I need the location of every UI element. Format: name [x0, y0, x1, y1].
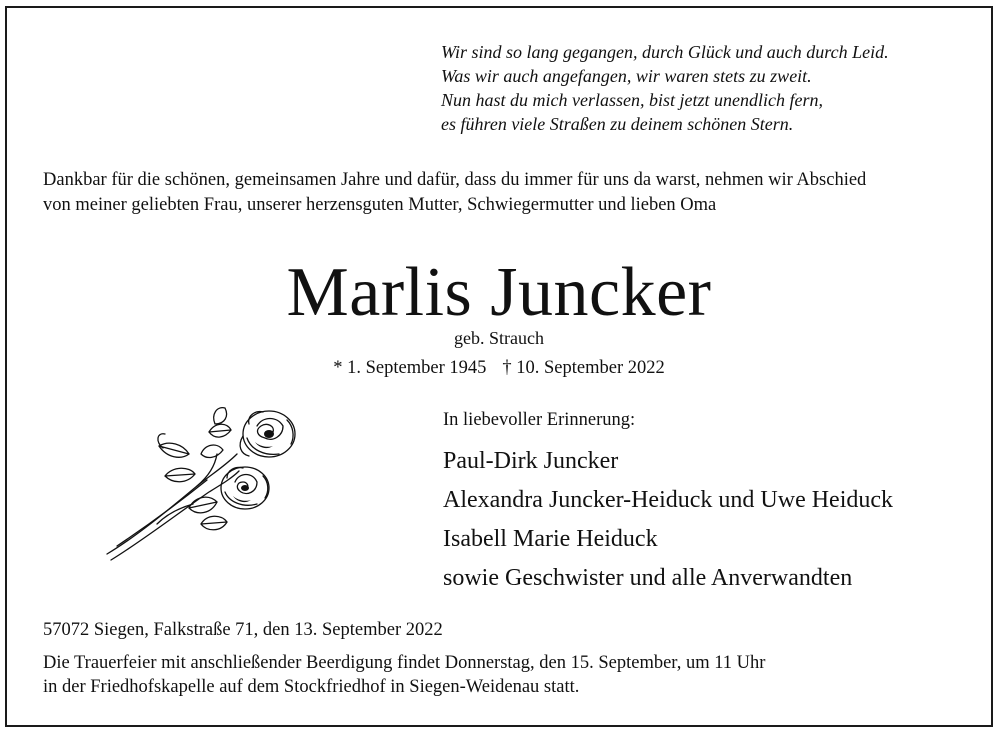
- funeral-line: Die Trauerfeier mit anschließender Beerdigung findet Donnerstag, den 15. September, um 11 Uhr: [43, 653, 766, 673]
- funeral-line: in der Friedhofskapelle auf dem Stockfriedhof in Siegen-Weidenau statt.: [43, 677, 580, 697]
- intro-line: von meiner geliebten Frau, unserer herzensguten Mutter, Schwiegermutter und lieben Oma: [43, 194, 717, 215]
- mourner-name: Isabell Marie Heiduck: [443, 526, 658, 552]
- obituary-notice: [5, 6, 993, 727]
- poem-line: Was wir auch angefangen, wir waren stets zu zweit.: [441, 66, 812, 86]
- mourners-list: [443, 442, 893, 598]
- birth-date: * 1. September 1945: [333, 358, 487, 378]
- roses-illustration-icon: [97, 396, 312, 566]
- poem-line: es führen viele Straßen zu deinem schönen Stern.: [441, 114, 794, 134]
- funeral-info: [43, 651, 765, 699]
- intro-text: [43, 168, 866, 217]
- memory-heading: In liebevoller Erinnerung:: [443, 410, 636, 430]
- intro-line: Dankbar für die schönen, gemeinsamen Jahre und dafür, dass du immer für uns da warst, nehmen wir Abschied: [43, 170, 867, 190]
- poem: [441, 40, 889, 136]
- poem-line: Nun hast du mich verlassen, bist jetzt unendlich fern,: [441, 90, 823, 110]
- maiden-name: geb. Strauch: [454, 328, 544, 348]
- life-dates: [7, 356, 991, 380]
- death-date: † 10. September 2022: [502, 358, 665, 378]
- poem-line: Wir sind so lang gegangen, durch Glück und auch durch Leid.: [441, 42, 889, 62]
- mourner-name: sowie Geschwister und alle Anverwandten: [443, 565, 853, 591]
- place-and-date: 57072 Siegen, Falkstraße 71, den 13. September 2022: [43, 620, 443, 640]
- deceased-name: Marlis Juncker: [286, 254, 712, 331]
- mourner-name: Alexandra Juncker-Heiduck und Uwe Heiduck: [443, 487, 894, 513]
- mourner-name: Paul-Dirk Juncker: [443, 448, 619, 474]
